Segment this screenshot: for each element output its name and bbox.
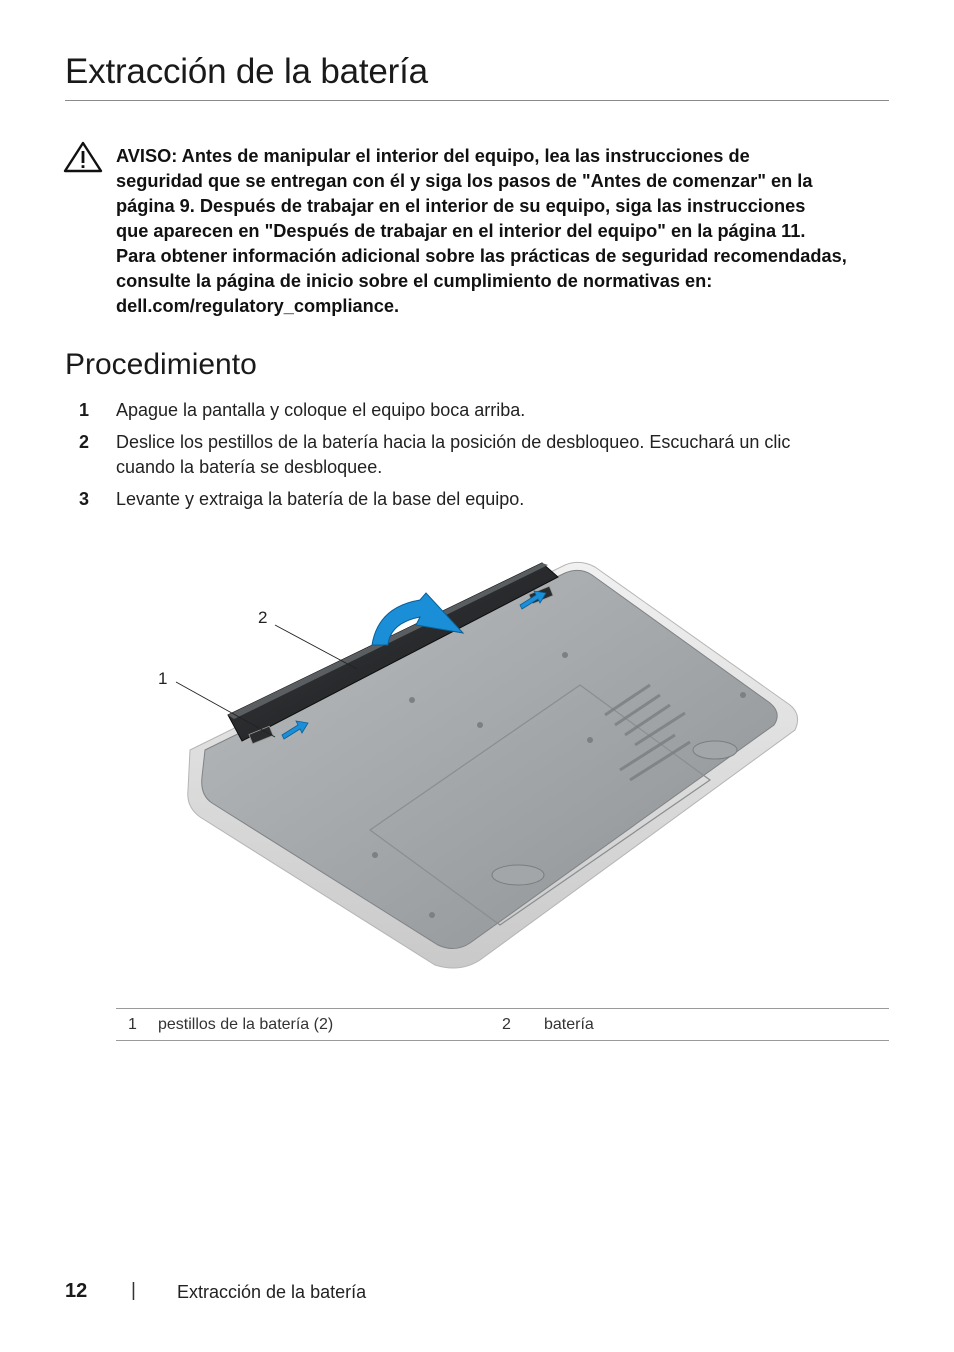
table-row — [116, 1009, 889, 1041]
step-line: cuando la batería se desbloquee. — [116, 457, 383, 477]
laptop-base-panel — [202, 570, 777, 948]
warning-triangle-icon — [63, 141, 103, 173]
warning-line: Para obtener información adicional sobre las prácticas de seguridad recomendadas, — [116, 246, 847, 266]
footer-chapter-title: Extracción de la batería — [177, 1282, 367, 1302]
step-number: 3 — [79, 489, 90, 509]
step-number: 2 — [79, 432, 90, 452]
warning-line: que aparecen en "Después de trabajar en el interior del equipo" en la página 11. — [116, 221, 806, 241]
step-line: Levante y extraiga la batería de la base del equipo. — [116, 489, 525, 509]
page-title: Extracción de la batería — [65, 52, 428, 91]
legend-table — [116, 1008, 889, 1041]
step-text — [116, 398, 891, 423]
step-text — [116, 487, 891, 512]
step-line: Deslice los pestillos de la batería hacia la posición de desbloqueo. Escuchará un clic — [116, 432, 791, 452]
warning-line: AVISO: Antes de manipular el interior del equipo, lea las instrucciones de — [116, 146, 750, 166]
legend-number: 1 — [128, 1015, 137, 1033]
warning-link[interactable]: dell.com/regulatory_compliance. — [116, 296, 400, 316]
warning-line: seguridad que se entregan con él y siga los pasos de "Antes de comenzar" en la — [116, 171, 813, 191]
step-line: Apague la pantalla y coloque el equipo boca arriba. — [116, 400, 526, 420]
step-text — [116, 430, 891, 480]
rubber-foot — [693, 741, 737, 759]
section-title: Procedimiento — [65, 348, 257, 381]
warning-line: página 9. Después de trabajar en el interior de su equipo, siga las instrucciones — [116, 196, 806, 216]
callout-label: 1 — [158, 669, 168, 688]
legend-label: pestillos de la batería (2) — [158, 1015, 334, 1033]
callout-label: 2 — [258, 608, 268, 627]
warning-notice — [116, 144, 891, 319]
legend-number: 2 — [502, 1015, 511, 1033]
footer-separator: | — [131, 1280, 136, 1301]
legend-label: batería — [544, 1015, 594, 1033]
callout-line — [275, 625, 357, 669]
page-number: 12 — [65, 1280, 88, 1302]
laptop-battery-illustration — [150, 545, 810, 985]
warning-line: consulte la página de inicio sobre el cumplimiento de normativas en: — [116, 271, 713, 291]
title-divider — [65, 100, 889, 101]
step-number: 1 — [79, 400, 90, 420]
rubber-foot — [492, 865, 544, 885]
